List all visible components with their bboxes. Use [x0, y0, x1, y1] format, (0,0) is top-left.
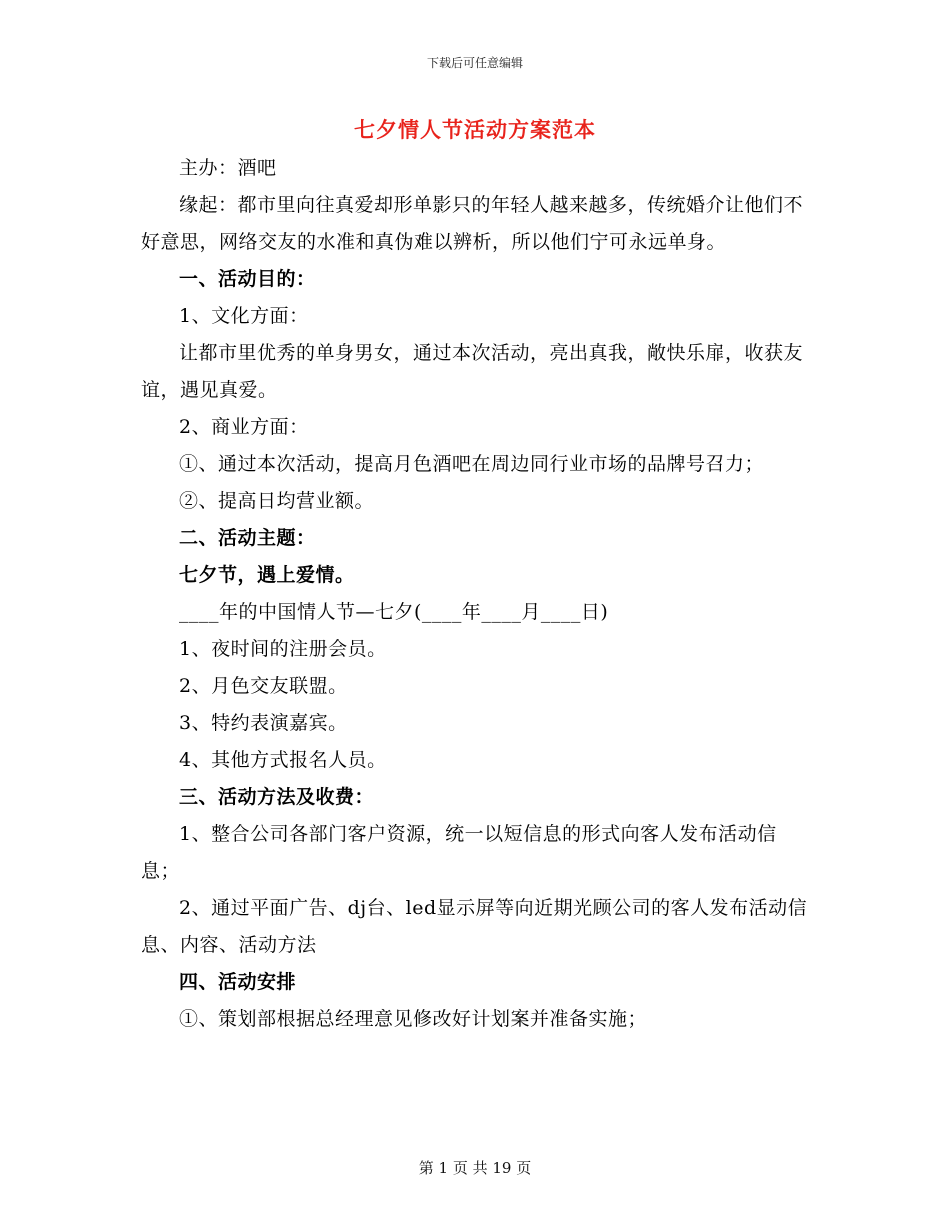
section-heading-purpose: 一、活动目的： [179, 268, 316, 290]
method-item-1: 1、整合公司各部门客户资源，统一以短信息的形式向客人发布活动信息； [141, 823, 777, 882]
document-title: 七夕情人节活动方案范本 [354, 117, 596, 142]
origin-paragraph: 缘起：都市里向往真爱却形单影只的年轻人越来越多，传统婚介让他们不好意思，网络交友的水准和真伪难以辨析，所以他们宁可永远单身。 [141, 194, 804, 253]
header-note: 下载后可任意编辑 [426, 56, 523, 70]
participant-item-3: 3、特约表演嘉宾。 [179, 712, 348, 734]
schedule-item-1: ①、策划部根据总经理意见修改好计划案并准备实施； [179, 1008, 648, 1030]
document-body [141, 150, 811, 1038]
page-number: 第 1 页 共 19 页 [418, 1159, 532, 1177]
organizer-line: 主办：酒吧 [179, 157, 277, 179]
subheading-business: 2、商业方面： [179, 416, 309, 438]
participant-item-2: 2、月色交友联盟。 [179, 675, 348, 697]
participant-item-4: 4、其他方式报名人员。 [179, 749, 387, 771]
culture-paragraph: 让都市里优秀的单身男女，通过本次活动，亮出真我，敞快乐扉，收获友谊，遇见真爱。 [141, 342, 804, 401]
section-heading-theme: 二、活动主题： [179, 527, 316, 549]
business-item-2: ②、提高日均营业额。 [179, 490, 375, 512]
date-line: ____年的中国情人节—七夕(____年____月____日) [179, 601, 609, 623]
section-heading-schedule: 四、活动安排 [179, 971, 297, 993]
participant-item-1: 1、夜时间的注册会员。 [179, 638, 387, 660]
section-heading-method: 三、活动方法及收费： [179, 786, 375, 808]
method-item-2: 2、通过平面广告、dj台、led显示屏等向近期光顾公司的客人发布活动信息、内容、活动方法 [141, 897, 808, 956]
theme-slogan: 七夕节，遇上爱情。 [179, 564, 355, 586]
business-item-1: ①、通过本次活动，提高月色酒吧在周边同行业市场的品牌号召力； [179, 453, 765, 475]
subheading-culture: 1、文化方面： [179, 305, 309, 327]
